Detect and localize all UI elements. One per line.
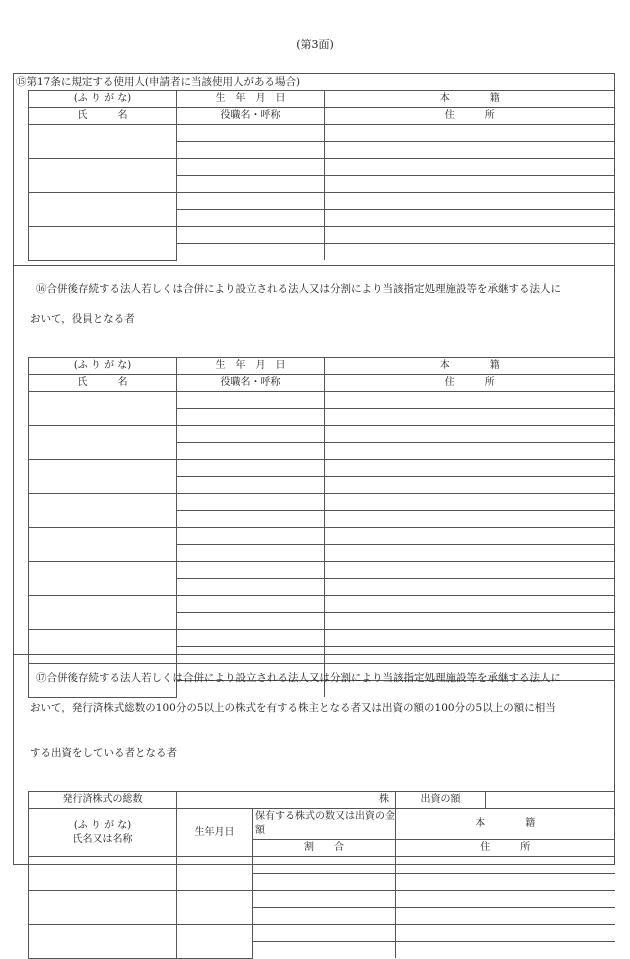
honseki-cell[interactable] xyxy=(325,494,615,511)
holdings-header: 保有する株式の数又は出資の金額 xyxy=(253,809,396,840)
section-16-title xyxy=(14,266,614,357)
post-cell[interactable] xyxy=(177,613,325,630)
name-cell[interactable] xyxy=(29,159,177,193)
birth-cell[interactable] xyxy=(177,925,253,959)
address-cell[interactable] xyxy=(325,545,615,562)
honseki-cell[interactable] xyxy=(325,159,615,176)
birth-cell[interactable] xyxy=(177,891,253,925)
birth-cell[interactable] xyxy=(177,494,325,511)
name-cell[interactable] xyxy=(29,125,177,159)
ratio-header: 割 合 xyxy=(253,840,396,857)
post-cell[interactable] xyxy=(177,176,325,193)
honseki-cell[interactable] xyxy=(325,596,615,613)
ratio-cell[interactable] xyxy=(253,908,396,925)
address-header: 住 所 xyxy=(325,108,615,125)
honseki-cell[interactable] xyxy=(325,125,615,142)
name-cell[interactable] xyxy=(29,193,177,227)
total-shares-label: 発行済株式の総数 xyxy=(29,792,177,809)
post-cell[interactable] xyxy=(177,142,325,159)
honseki-header: 本 籍 xyxy=(396,809,615,840)
birth-cell[interactable] xyxy=(177,596,325,613)
section-17-title-line3: する出資をしている者となる者 xyxy=(30,747,177,759)
birth-cell[interactable] xyxy=(177,392,325,409)
holdings-cell[interactable] xyxy=(253,891,396,908)
section-15-table xyxy=(28,90,615,261)
post-cell[interactable] xyxy=(177,409,325,426)
birth-cell[interactable] xyxy=(177,528,325,545)
holdings-cell[interactable] xyxy=(253,925,396,942)
address-cell[interactable] xyxy=(325,409,615,426)
honseki-cell[interactable] xyxy=(325,630,615,647)
address-cell[interactable] xyxy=(325,477,615,494)
section-16-title-line2: おいて，役員となる者 xyxy=(30,313,135,325)
address-header: 住 所 xyxy=(325,375,615,392)
name-cell[interactable] xyxy=(29,891,177,925)
birth-cell[interactable] xyxy=(177,562,325,579)
name-cell[interactable] xyxy=(29,426,177,460)
post-cell[interactable] xyxy=(177,511,325,528)
honseki-cell[interactable] xyxy=(325,193,615,210)
total-shares-value[interactable] xyxy=(177,792,396,809)
honseki-cell[interactable] xyxy=(325,227,615,244)
furigana-header: (ふ り が な) xyxy=(29,91,177,108)
furigana-header: (ふ り が な) xyxy=(29,358,177,375)
birth-cell[interactable] xyxy=(177,857,253,891)
name-header: 氏 名 xyxy=(29,108,177,125)
post-cell[interactable] xyxy=(177,210,325,227)
section-17-table xyxy=(28,791,615,959)
name-cell[interactable] xyxy=(29,562,177,596)
section-16 xyxy=(14,265,614,698)
ratio-cell[interactable] xyxy=(253,942,396,959)
investment-value[interactable] xyxy=(486,792,615,809)
birth-cell[interactable] xyxy=(177,426,325,443)
furigana-header: (ふ り が な) xyxy=(73,819,132,831)
post-cell[interactable] xyxy=(177,443,325,460)
honseki-header: 本 籍 xyxy=(325,91,615,108)
post-cell[interactable] xyxy=(177,545,325,562)
address-cell[interactable] xyxy=(325,443,615,460)
post-header: 役職名・呼称 xyxy=(177,375,325,392)
post-cell[interactable] xyxy=(177,477,325,494)
post-cell[interactable] xyxy=(177,579,325,596)
birth-cell[interactable] xyxy=(177,125,325,142)
honseki-cell[interactable] xyxy=(325,562,615,579)
address-cell[interactable] xyxy=(325,142,615,159)
birth-cell[interactable] xyxy=(177,159,325,176)
investment-label: 出資の額 xyxy=(396,792,486,809)
address-cell[interactable] xyxy=(325,244,615,261)
birth-cell[interactable] xyxy=(177,193,325,210)
name-cell[interactable] xyxy=(29,596,177,630)
honseki-cell[interactable] xyxy=(325,426,615,443)
ratio-cell[interactable] xyxy=(253,874,396,891)
post-header: 役職名・呼称 xyxy=(177,108,325,125)
address-cell[interactable] xyxy=(396,874,615,891)
honseki-cell[interactable] xyxy=(396,891,615,908)
address-cell[interactable] xyxy=(325,210,615,227)
birth-header: 生年月日 xyxy=(177,809,253,857)
name-cell[interactable] xyxy=(29,392,177,426)
name-cell[interactable] xyxy=(29,925,177,959)
address-header: 住 所 xyxy=(396,840,615,857)
birth-header: 生 年 月 日 xyxy=(177,358,325,375)
section-17-title xyxy=(14,655,614,791)
section-16-table xyxy=(28,357,615,698)
address-cell[interactable] xyxy=(325,176,615,193)
birth-cell[interactable] xyxy=(177,227,325,244)
section-16-title-line1: ⑯合併後存続する法人若しくは合併により設立される法人又は分割により当該指定処理施設等を承継する法人に xyxy=(36,283,562,295)
name-cell[interactable] xyxy=(29,857,177,891)
birth-cell[interactable] xyxy=(177,460,325,477)
section-17-title-line1: ⑰合併後存続する法人若しくは合併により設立される法人又は分割により当該指定処理施設等を承継する法人に xyxy=(36,672,562,684)
address-cell[interactable] xyxy=(325,511,615,528)
name-cell[interactable] xyxy=(29,494,177,528)
name-header: 氏 名 xyxy=(29,375,177,392)
address-cell[interactable] xyxy=(396,908,615,925)
name-header: 氏名又は名称 xyxy=(72,833,133,845)
address-cell[interactable] xyxy=(325,579,615,596)
address-cell[interactable] xyxy=(325,613,615,630)
honseki-cell[interactable] xyxy=(325,392,615,409)
shares-unit: 株 xyxy=(379,794,389,805)
birth-header: 生 年 月 日 xyxy=(177,91,325,108)
section-17 xyxy=(14,654,614,959)
holdings-cell[interactable] xyxy=(253,857,396,874)
honseki-cell[interactable] xyxy=(325,460,615,477)
birth-cell[interactable] xyxy=(177,630,325,647)
honseki-cell[interactable] xyxy=(325,528,615,545)
name-cell[interactable] xyxy=(29,460,177,494)
furigana-name-header xyxy=(29,809,177,857)
honseki-header: 本 籍 xyxy=(325,358,615,375)
section-17-title-line2: おいて，発行済株式総数の100分の5以上の株式を有する株主となる者又は出資の額の100分の5以上の額に相当 xyxy=(30,702,556,714)
honseki-cell[interactable] xyxy=(396,857,615,874)
address-cell[interactable] xyxy=(396,942,615,959)
section-15 xyxy=(14,74,614,261)
honseki-cell[interactable] xyxy=(396,925,615,942)
section-15-title: ⑮第17条に規定する使用人(申請者に当該使用人がある場合) xyxy=(16,76,301,88)
name-cell[interactable] xyxy=(29,528,177,562)
page-label: (第3面) xyxy=(296,38,334,51)
name-cell[interactable] xyxy=(29,227,177,261)
form-frame xyxy=(13,73,615,865)
post-cell[interactable] xyxy=(177,244,325,261)
